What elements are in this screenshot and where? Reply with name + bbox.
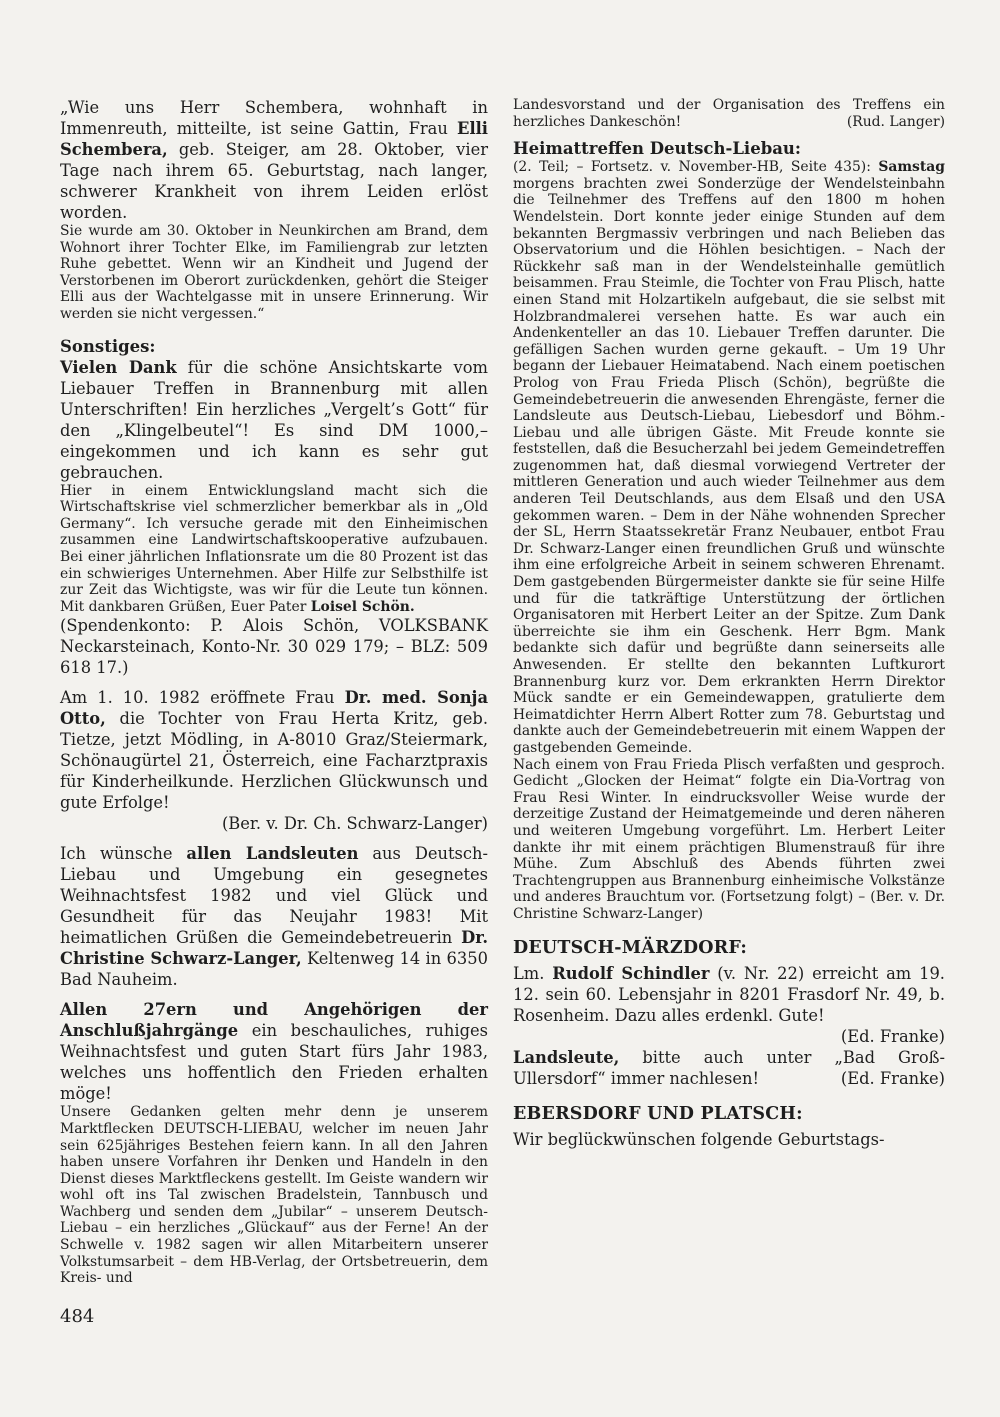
bold-lead: Landsleute, <box>513 1047 620 1067</box>
obituary-intro <box>60 97 488 223</box>
text: Landesvorstand und der Organisation des Treffens ein herzliches Dankeschön! <box>513 97 945 130</box>
text: Lm. <box>513 963 553 983</box>
meeting-report <box>513 159 945 756</box>
report-credit: (Ed. Franke) <box>840 1068 945 1088</box>
bold-word: Samstag <box>878 159 945 176</box>
text: geb. Steiger, am 28. Oktober, vier Tage nach ihrem 65. Geburtstag, nach langer, schwerer Krankheit von ihrem Leiden erlöst worden. <box>60 140 488 222</box>
text: morgens brachten zwei Sonderzüge der Wendelsteinbahn die Teilnehmer des Treffens auf den 1800 m hohen Wendelstein. Dort konnte jeder einige Stunden auf dem bekannten Bergmassiv verbringen und nach Belieben das Observatorium und die Höhlen besichtigen. – Nach der Rückkehr saß man in der Wendelsteinhalle gemütlich beisammen. Frau Steimle, die Tochter von Frau Plisch, hatte einen Stand mit Holzartikeln aufgebaut, die sie selbst mit Holzbrandmalerei versehen hatte. Es war auch ein Andenkenteller an das 10. Liebauer Treffen darunter. Die gefälligen Sachen wurden gerne gekauft. – Um 19 Uhr begann der Liebauer Heimatabend. Nach einem poetischen Prolog von Frau Frieda Plisch (Schön), begrüßte die Gemeindebetreuerin die anwesenden Ehrengäste, ferner die Landsleute aus Deutsch-Liebau, Liebesdorf und Böhm.-Liebau und alle übrigen Gäste. Mit Freude konnte sie feststellen, daß die Besucherzahl bei jedem Gemeindetreffen zugenommen hat, daß diesmal vorwiegend Vertreter der mittleren Generation und auch wieder Teilnehmer aus dem anderen Teil Deutschlands, aus dem Elsaß und den USA gekommen waren. – Dem in der Nähe wohnenden Sprecher der SL, Herrn Staatssekretär Franz Neubauer, entbot Frau Dr. Schwarz-Langer einen freundlichen Gruß und wünschte ihm eine erfolgreiche Arbeit in seinem schweren Ehrenamt. Dem gastgebenden Bürgermeister dankte sie für seine Hilfe und für die tatkräftige Unterstützung der örtlichen Organisatoren mit Herbert Leiter an der Spitze. Zum Dank überreichte sie ihm ein Geschenk. Herr Bgm. Mank bedankte sich dafür und begrüßte dann seinerseits alle Anwesenden. Er stellte den bekannten Luftkurort Brannenburg kurz vor. Dem erkrankten Herrn Direktor Mück sandte er ein Gemeindewappen, gratulierte dem Heimatdichter Herrn Albert Rotter zum 78. Geburtstag und dankte auch der Gemeindebetreuerin mit einem Wappen der gastgebenden Gemeinde. <box>513 175 945 756</box>
text: Hier in einem Entwicklungsland macht sich die Wirtschaftskrise viel schmerzlicher bemerkbar als in „Old Germany“. Ich versuche gerade mit den Einheimischen zusammen eine Landwirtschaftskooperative aufzubauen. Bei einer jährlichen Inflationsrate um die 80 Prozent ist das ein schwieriges Unternehmen. Aber Hilfe zur Selbsthilfe ist zur Zeit das Wichtigste, was wir für die Leute tun können. Mit dankbaren Grüßen, Euer Pater <box>60 482 488 615</box>
person-name: Rudolf Schindler <box>552 963 710 983</box>
text: Keltenweg 14 in 6350 Bad Nauheim. <box>60 949 488 990</box>
text: für die schöne Ansichtskarte vom Liebauer Treffen in Brannenburg mit allen Unterschriften! Ein herzliches „Vergelt’s Gott“ für den „Klingelbeutel“! Es sind DM 1000,– eingekommen und ich kann es sehr gut gebrauchen. <box>60 357 488 482</box>
text: „Wie uns Herr Schembera, wohnhaft in Immenreuth, mitteilte, ist seine Gattin, Frau <box>60 98 488 138</box>
text: (2. Teil; – Fortsetz. v. November-HB, Seite 435): <box>513 159 879 176</box>
practice-announcement <box>60 687 488 813</box>
text: ein beschauliches, ruhiges Weihnachtsfest und guten Start fürs Jahr 1983, welches uns hoffentlich den Frieden erhalten möge! <box>60 1021 488 1104</box>
section-heading-ebersdorf: EBERSDORF UND PLATSCH: <box>513 1103 803 1124</box>
person-name: Elli Schembera, <box>60 119 488 159</box>
report-credit: (Rud. Langer) <box>846 113 945 130</box>
birthday-intro: Wir beglückwünschen folgende Geburtstags- <box>513 1129 885 1149</box>
birthday-notice <box>513 963 945 1026</box>
bold-lead: Vielen Dank <box>60 357 177 377</box>
report-credit: (Ber. v. Dr. Ch. Schwarz-Langer) <box>221 814 488 834</box>
text: Ich wünsche <box>60 844 187 864</box>
person-name: Dr. med. Sonja Otto, <box>60 688 488 729</box>
thanks-paragraph <box>60 357 488 483</box>
section-heading-heimattreffen: Heimattreffen Deutsch-Liebau: <box>513 139 802 159</box>
text: aus Deutsch-Liebau und Umgebung ein gesegnetes Weihnachtsfest 1982 und viel Glück und Gesundheit für das Neujahr 1983! Mit heimatlichen Grüßen die Gemeindebetreuerin <box>60 844 488 948</box>
anniversary-paragraph: Unsere Gedanken gelten mehr denn je unserem Marktflecken DEUTSCH-LIEBAU, welcher im neuen Jahr sein 625jähriges Bestehen feiern kann. In all den Jahren haben unsere Vorfahren ihr Denken und Handeln in den Dienst dieses Marktfleckens gestellt. Im Geiste wandern wir wohl oft ins Tal zwischen Bradelstein, Tannbusch und Wachberg und senden dem „Jubilar“ – unserem Deutsch-Liebau – ein herzliches „Glückauf“ aus der Ferne! An der Schwelle v. 1982 sagen wir allen Mitarbeitern unserer Volkstumsarbeit – dem HB-Verlag, der Ortsbetreuerin, dem Kreis- und <box>60 1104 488 1287</box>
bold-lead: Allen 27ern und Angehörigen der Anschlußjahrgänge <box>60 1000 488 1041</box>
text: Am 1. 10. 1982 eröffnete Frau <box>60 688 345 708</box>
right-column <box>513 97 945 1150</box>
section-heading-maerzdorf: DEUTSCH-MÄRZDORF: <box>513 937 748 958</box>
page-number: 484 <box>60 1306 95 1327</box>
cohort-greeting <box>60 999 488 1104</box>
left-column <box>60 97 488 1287</box>
person-name: Loisel Schön. <box>310 598 415 615</box>
text: die Tochter von Frau Herta Kritz, geb. Tietze, jetzt Mödling, in A-8010 Graz/Steiermark, Schönaugürtel 21, Österreich, eine Facharztpraxis für Kinderheilkunde. Herzlichen Glückwunsch und gute Erfolge! <box>60 709 488 813</box>
christmas-greeting <box>60 843 488 990</box>
text: bitte auch unter „Bad Groß-Ullersdorf“ immer nachlesen! <box>513 1047 945 1088</box>
report-credit: (Ed. Franke) <box>840 1026 945 1046</box>
obituary-detail: Sie wurde am 30. Oktober in Neunkirchen am Brand, dem Wohnort ihrer Tochter Elke, im Familiengrab zur letzten Ruhe gebettet. Wenn wir an Kindheit und Jugend der Verstorbenen im Oberort zurückdenken, gehört die Steiger Elli aus der Wachtelgasse mit in unsere Erinnerung. Wir werden sie nicht vergessen.“ <box>60 223 488 322</box>
person-name: Dr. Christine Schwarz-Langer, <box>60 928 488 969</box>
section-heading-sonstiges: Sonstiges: <box>60 336 156 356</box>
meeting-report-continued: Nach einem von Frau Frieda Plisch verfaßten und gesproch. Gedicht „Glocken der Heimat“ folgte ein Dia-Vortrag von Frau Resi Winter. In eindrucksvoller Weise wurde der derzeitige Zustand der Heimatgemeinde und deren näheren und weiteren Umgebung vorgeführt. Lm. Herbert Leiter dankte ihr mit einem prächtigen Blumenstrauß für ihre Mühe. Zum Abschluß des Abends führten zwei Trachtengruppen aus Brannenburg einheimische Volkstänze und anderes Brauchtum vor. (Fortsetzung folgt) – (Ber. v. Dr. Christine Schwarz-Langer) <box>513 756 945 922</box>
text: (v. Nr. 22) erreicht am 19. 12. sein 60. Lebensjahr in 8201 Frasdorf Nr. 49, b. Rosenheim. Dazu alles erdenkl. Gute! <box>513 963 945 1025</box>
development-paragraph <box>60 483 488 616</box>
donation-account: (Spendenkonto: P. Alois Schön, VOLKSBANK Neckarsteinach, Konto-Nr. 30 029 179; – BLZ: 509 618 17.) <box>60 616 488 678</box>
bold-phrase: allen Landsleuten <box>186 844 359 864</box>
